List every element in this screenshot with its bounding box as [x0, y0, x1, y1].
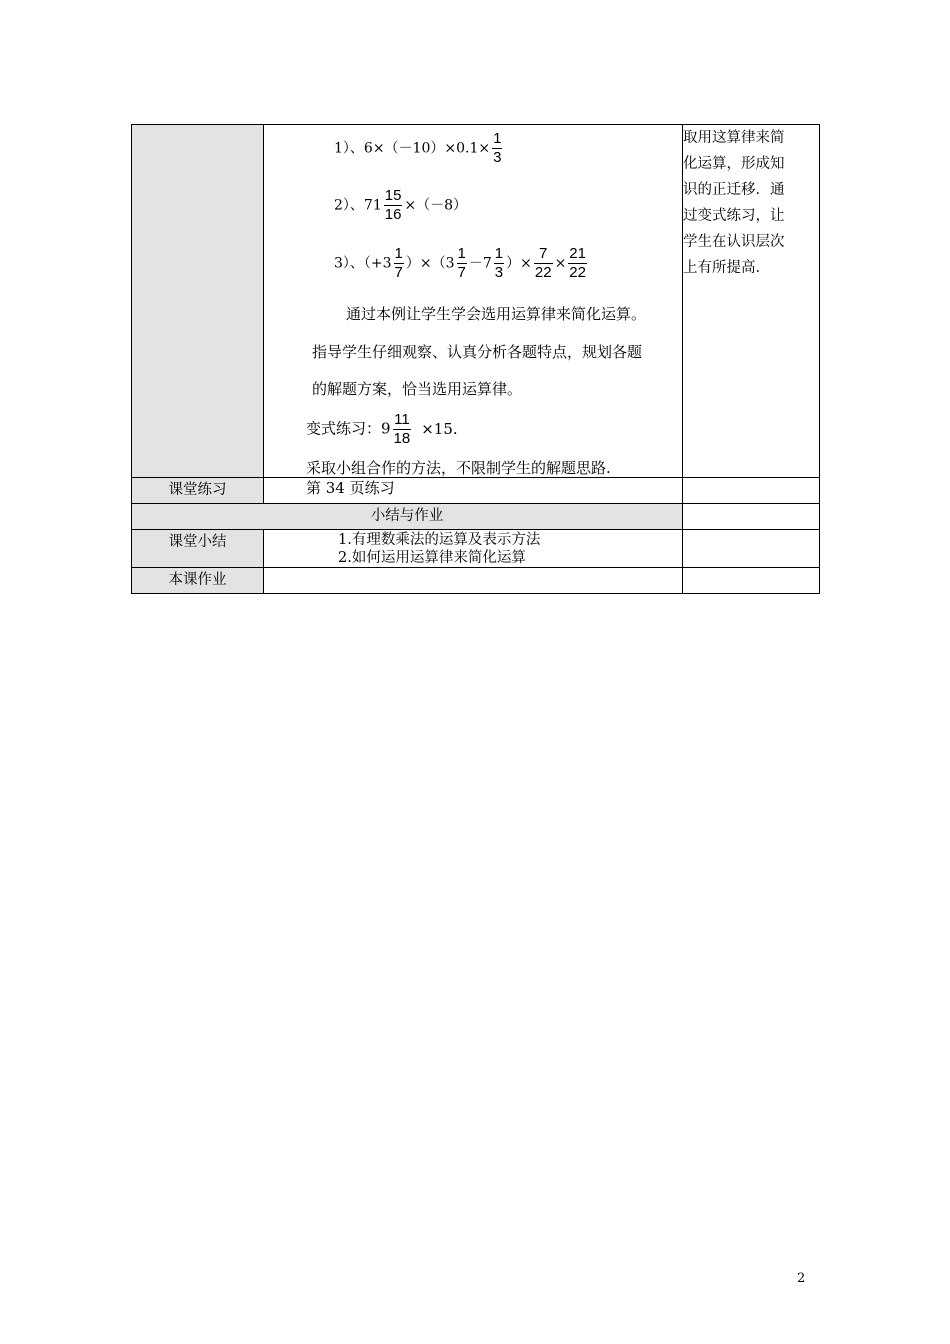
variant-fraction: $\frac{11}{18}$ — [393, 411, 411, 447]
example-2-fraction: $\frac{15}{16}$ — [384, 187, 402, 223]
homework-content — [264, 568, 683, 594]
group-work-note: 采取小组合作的方法，不限制学生的解题思路. — [306, 459, 611, 477]
variant-exercise: 变式练习：9 $\frac{11}{18}$ ×15. — [306, 411, 458, 447]
practice-label: 课堂练习 — [132, 478, 264, 504]
example-3-fraction-4: $\frac{7}{22}$ — [534, 245, 552, 281]
summary-content — [264, 530, 683, 568]
page-number: 2 — [797, 1271, 806, 1286]
section-note-cell — [683, 504, 820, 530]
teaching-note-1: 通过本例让学生学会选用运算律来简化运算。 — [346, 305, 647, 323]
example-2-suffix: ×（－8） — [404, 197, 468, 214]
section-title: 小结与作业 — [132, 504, 683, 530]
side-note-cell — [683, 125, 820, 478]
example-1-text: 1）、6×（－10）×0.1× — [334, 140, 491, 157]
section-row — [132, 504, 820, 530]
summary-note-cell — [683, 530, 820, 568]
example-3: 3）、（+3 $\frac{1}{7}$ ）×（3 $\frac{1}{7}$ －7 $\frac{1}{3}$ ）× $\frac{7}{22}$ × $\frac{21}{22}$ — [334, 245, 586, 281]
example-3-fraction-5: $\frac{21}{22}$ — [569, 245, 586, 281]
homework-note-cell — [683, 568, 820, 594]
practice-row — [132, 478, 820, 504]
examples-label-cell — [132, 125, 264, 478]
example-3-fraction-1: $\frac{1}{7}$ — [394, 245, 403, 281]
example-2 — [334, 187, 467, 224]
homework-row — [132, 568, 820, 594]
summary-item-1: 1.有理数乘法的运算及表示方法 — [338, 531, 541, 548]
examples-content-cell — [264, 125, 683, 478]
example-1 — [334, 130, 504, 167]
homework-label: 本课作业 — [132, 568, 264, 594]
examples-row — [132, 125, 820, 478]
example-1-fraction: $\frac{1}{3}$ — [493, 130, 502, 166]
example-3-fraction-3: $\frac{1}{3}$ — [494, 245, 504, 281]
side-note-line-2: 化运算，形成知 — [683, 156, 785, 172]
example-3-fraction-2: $\frac{1}{7}$ — [457, 245, 466, 281]
side-note-line-5: 学生在认识层次 — [683, 234, 785, 250]
summary-item-2: 2.如何运用运算律来简化运算 — [338, 549, 526, 566]
side-note-line-4: 过变式练习，让 — [683, 208, 785, 224]
practice-content: 第 34 页练习 — [264, 478, 683, 504]
example-2-text: 2）、71 — [334, 197, 382, 214]
side-note-line-3: 识的正迁移．通 — [683, 182, 785, 198]
lesson-plan-table — [131, 124, 820, 594]
practice-note-cell — [683, 478, 820, 504]
teaching-note-2: 指导学生仔细观察、认真分析各题特点，规划各题 — [312, 343, 643, 361]
side-note-line-1: 取用这算律来简 — [683, 130, 785, 146]
teaching-note-3: 的解题方案，恰当选用运算律。 — [312, 380, 523, 398]
side-note-line-6: 上有所提高． — [683, 260, 770, 276]
summary-label: 课堂小结 — [132, 530, 264, 568]
summary-row — [132, 530, 820, 568]
